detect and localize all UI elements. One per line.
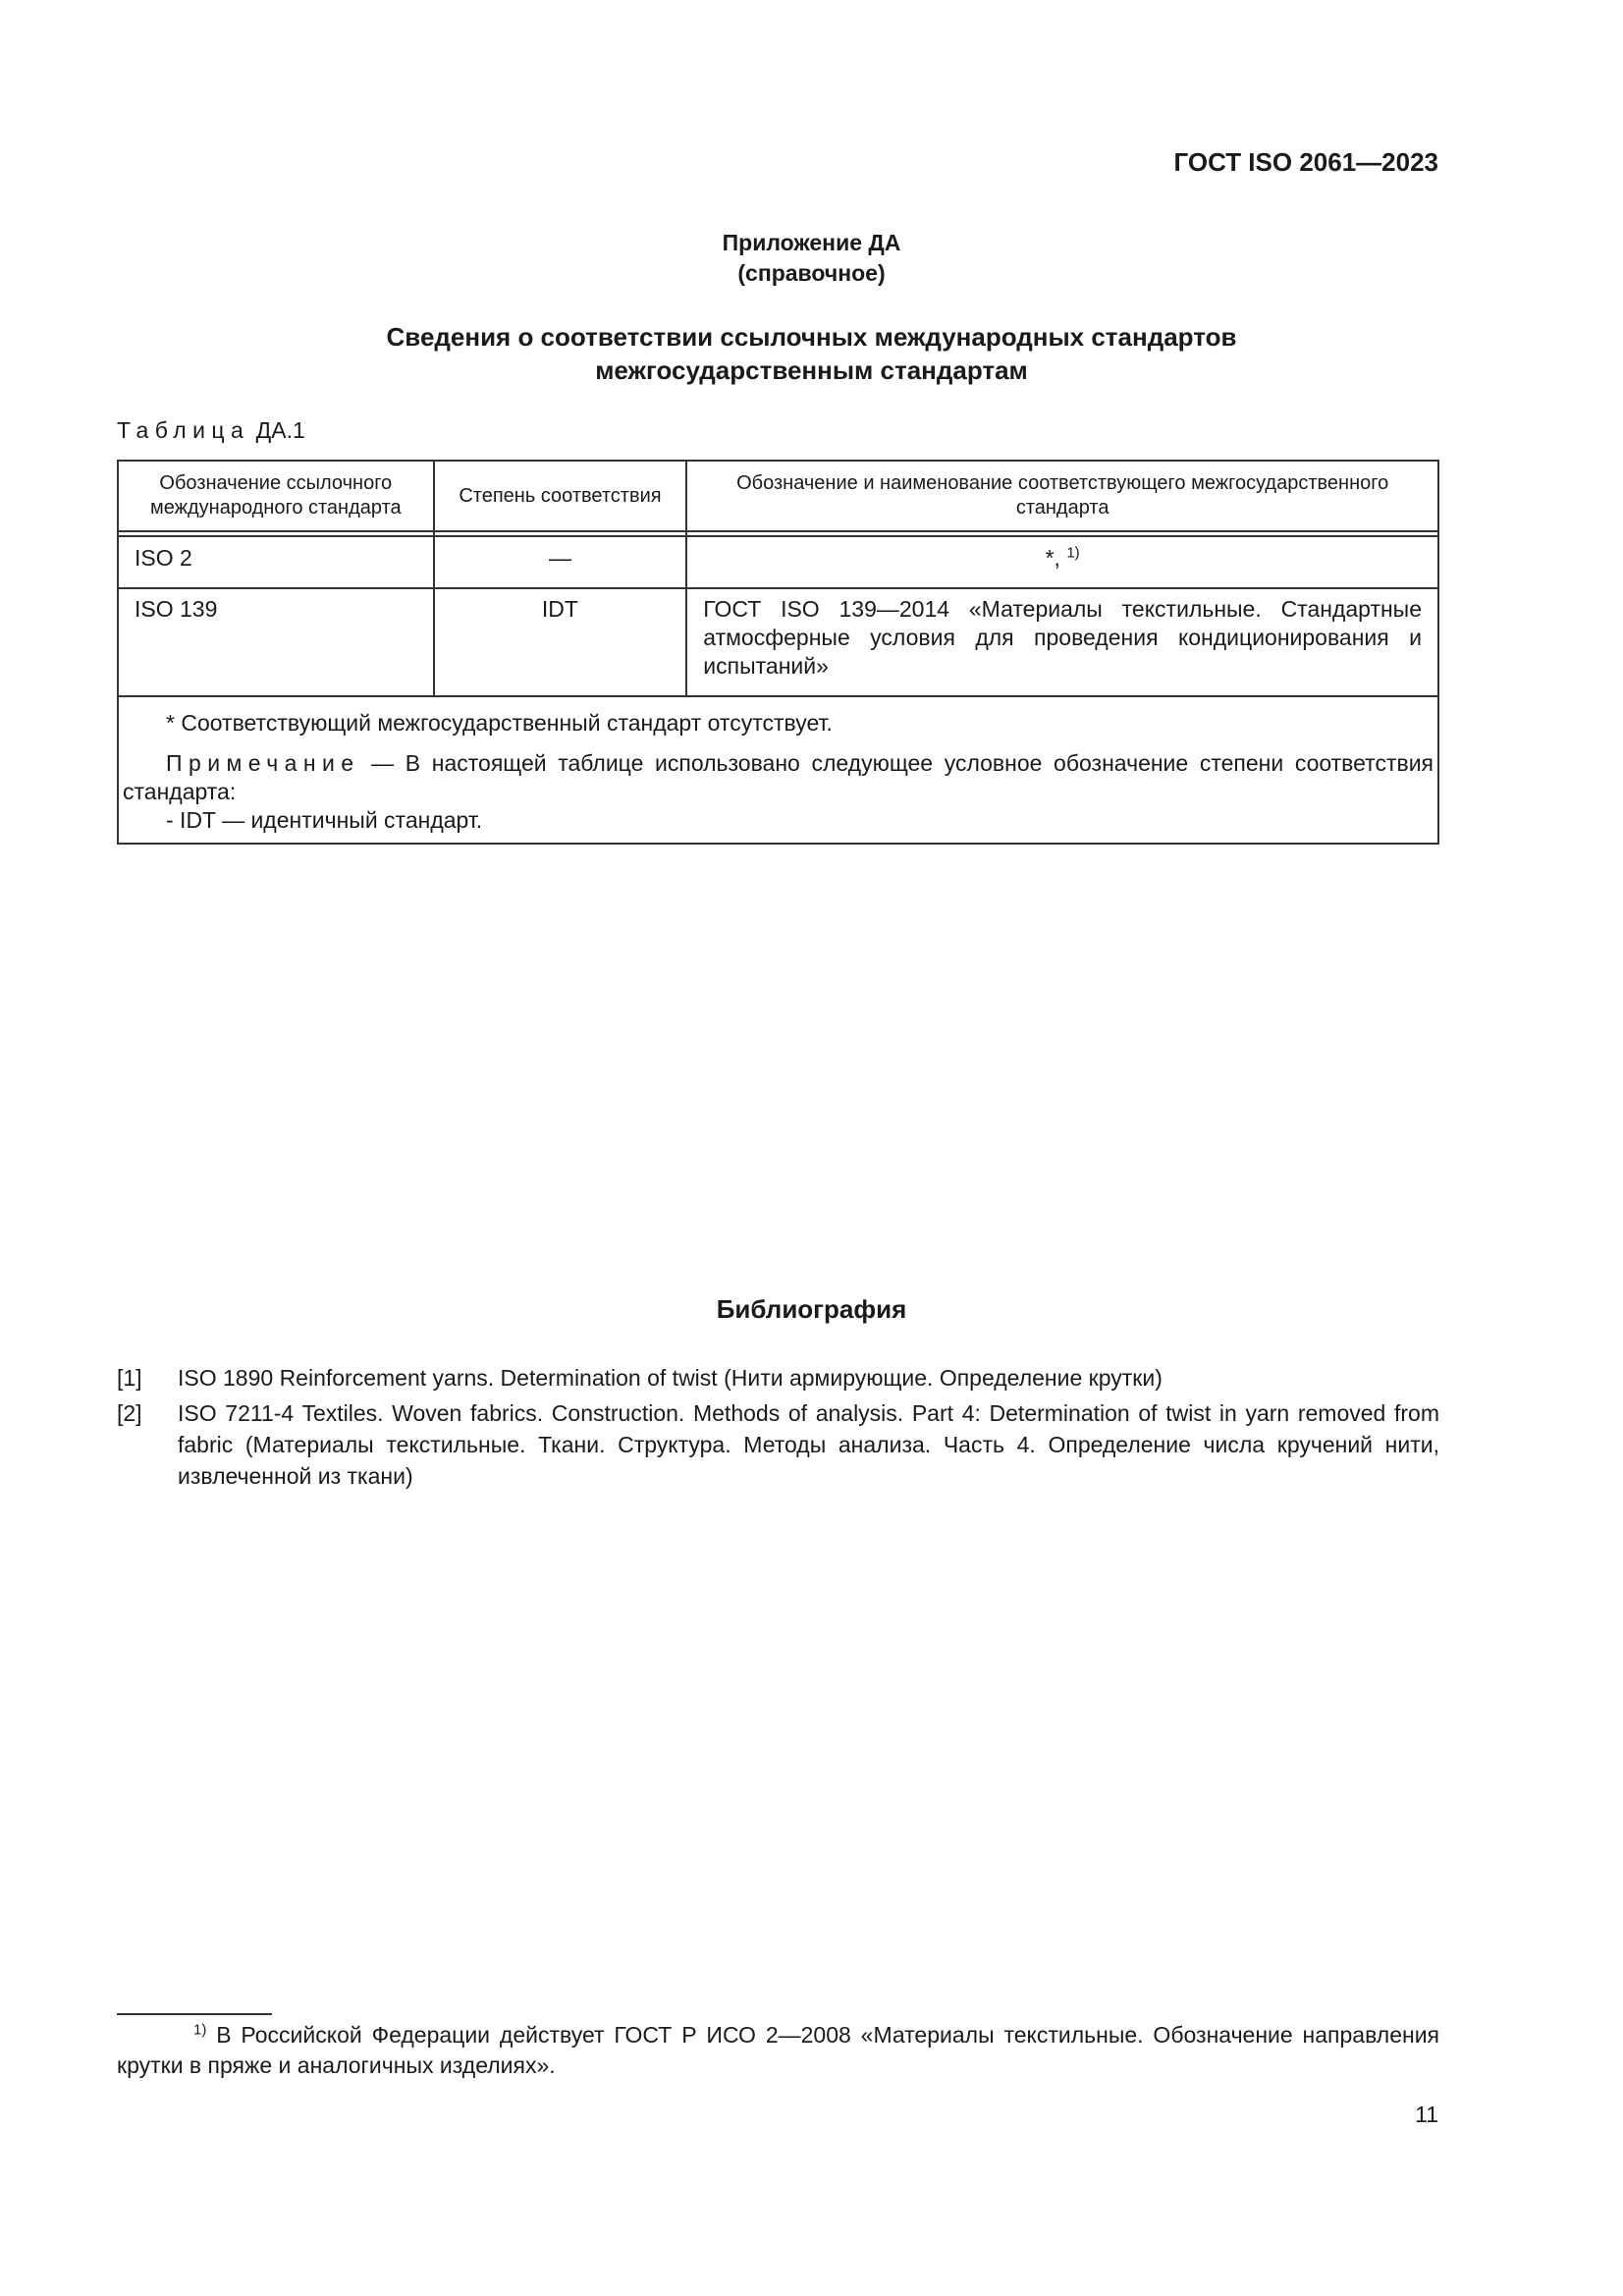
note-word: Примечание — [166, 750, 360, 776]
bibliography-text: ISO 7211-4 Textiles. Woven fabrics. Construction. Methods of analysis. Part 4: Determination of twist in yarn removed from fabric (Материалы текстильные. Ткани. Структура. Методы анализа. Часть 4. Определение числа кручений нити, извлеченной из ткани) — [178, 1400, 1439, 1489]
bibliography-title: Библиография — [716, 1294, 907, 1324]
footnote-rule — [117, 2013, 272, 2015]
table-caption-number: ДА.1 — [255, 417, 305, 443]
header-degree: Степень соответствия — [434, 461, 687, 531]
bibliography-text: ISO 1890 Reinforcement yarns. Determination of twist (Нити армирующие. Определение крутки) — [178, 1365, 1163, 1391]
footnote-ref-mark: 1) — [1066, 544, 1080, 562]
table-row — [118, 536, 1438, 588]
table-header-row — [118, 461, 1438, 531]
bibliography-item — [117, 1397, 1439, 1492]
footnote-mark: 1) — [193, 2021, 207, 2039]
annex-kind: (справочное) — [737, 260, 886, 286]
cell-degree: — — [434, 536, 687, 588]
cell-degree: IDT — [434, 588, 687, 696]
table-caption — [117, 417, 305, 444]
annex-heading — [0, 228, 1623, 289]
table-notes-row — [118, 696, 1438, 844]
cell-ref: ISO 139 — [118, 588, 434, 696]
table-notes — [118, 696, 1438, 844]
table-note — [123, 749, 1434, 806]
bibliography-item — [117, 1362, 1439, 1394]
cell-gost-star: *, — [1045, 545, 1060, 571]
star-note: * Соответствующий межгосударственный стандарт отсутствует. — [166, 710, 833, 736]
document-id: ГОСТ ISO 2061—2023 — [1173, 147, 1438, 177]
annex-title-line-2: межгосударственным стандартам — [595, 355, 1028, 385]
correspondence-table — [117, 460, 1439, 845]
header-gost-standard: Обозначение и наименование соответствующего межгосударственного стандарта — [686, 461, 1438, 531]
note-item: - IDT — идентичный стандарт. — [166, 807, 483, 833]
bibliography-number: [2] — [117, 1400, 142, 1426]
header-ref-standard: Обозначение ссылочного международного стандарта — [118, 461, 434, 531]
annex-label: Приложение ДА — [722, 230, 901, 255]
cell-gost — [686, 536, 1438, 588]
table-caption-word: Таблица — [117, 417, 250, 443]
table-row — [118, 588, 1438, 696]
cell-ref: ISO 2 — [118, 536, 434, 588]
cell-gost: ГОСТ ISO 139—2014 «Материалы текстильные. Стандартные атмосферные условия для проведения кондиционирования и испытаний» — [686, 588, 1438, 696]
footnote-text: В Российской Федерации действует ГОСТ Р ИСО 2—2008 «Материалы текстильные. Обозначение направления крутки в пряже и аналогичных изделиях». — [117, 2022, 1439, 2078]
annex-title — [0, 320, 1623, 387]
annex-title-line-1: Сведения о соответствии ссылочных международных стандартов — [386, 322, 1237, 352]
page-number: 11 — [1415, 2102, 1438, 2127]
bibliography-number: [1] — [117, 1365, 142, 1391]
footnote — [117, 2020, 1439, 2081]
note-text: — В настоящей таблице использовано следующее условное обозначение степени соответствия стандарта: — [123, 750, 1434, 804]
